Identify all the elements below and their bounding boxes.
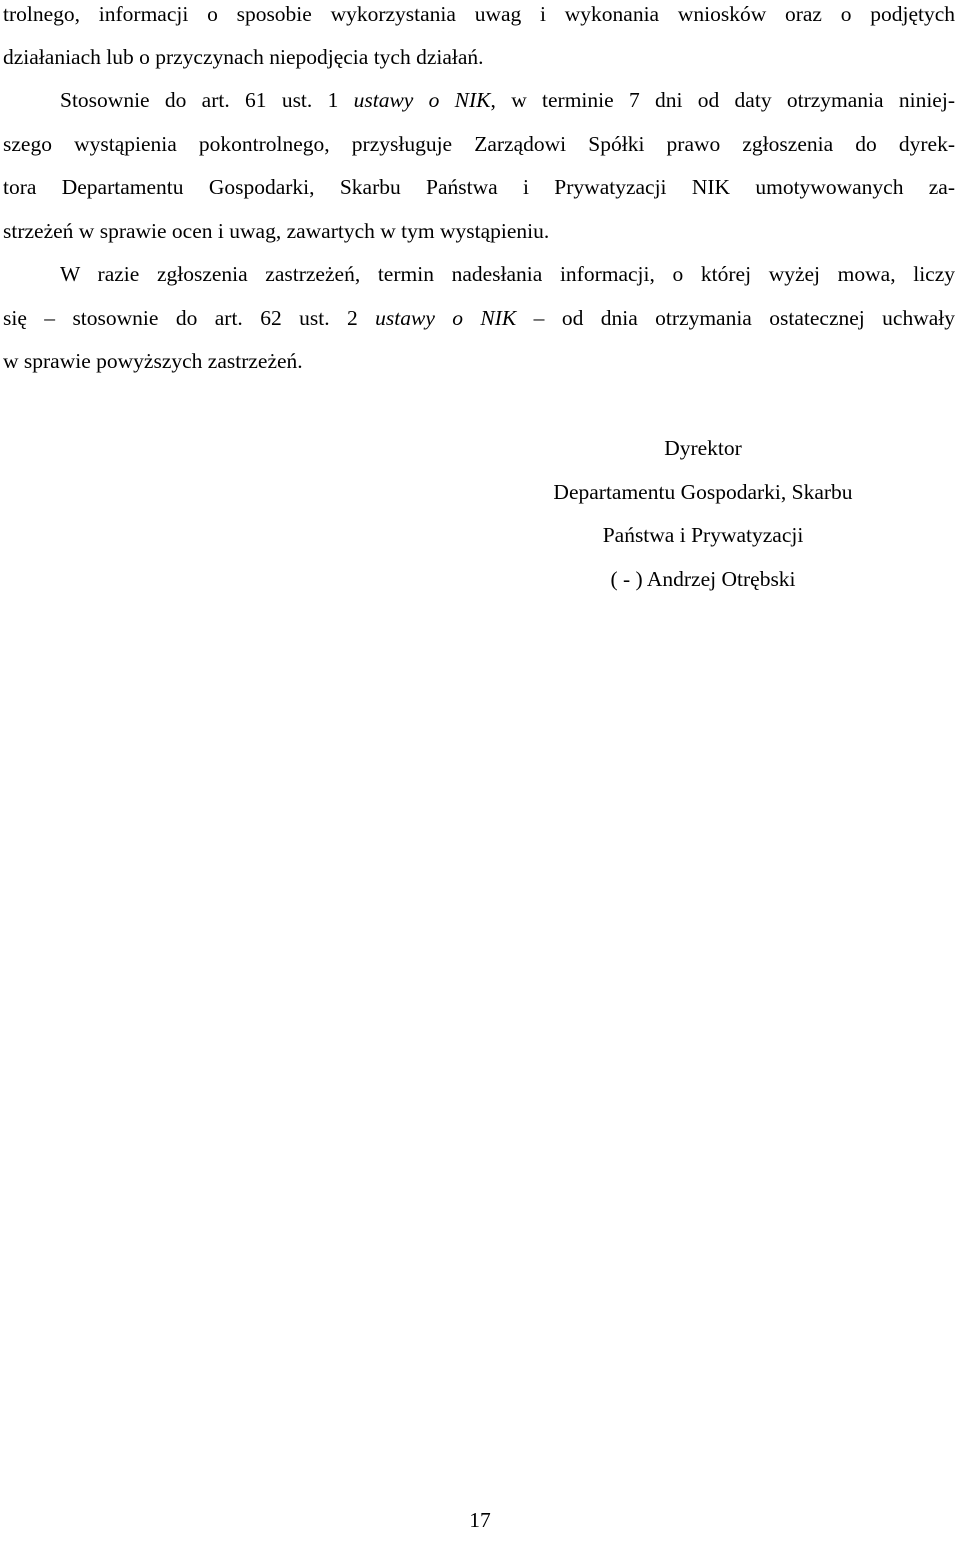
paragraph1-line1: trolnego, informacji o sposobie wykorzystania uwag i wykonania wniosków oraz o podjętych — [3, 2, 955, 26]
signature-title: Dyrektor — [664, 436, 742, 460]
paragraph3-line3: w sprawie powyższych zastrzeżeń. — [3, 349, 303, 373]
paragraph3-line2-end: – od dnia otrzymania ostatecznej uchwały — [516, 306, 955, 330]
act-reference: ustawy o NIK — [375, 306, 517, 330]
paragraph2-line1 — [60, 88, 955, 112]
page-number: 17 — [469, 1508, 491, 1532]
signature-department-line2: Państwa i Prywatyzacji — [602, 523, 804, 547]
paragraph2-line3: tora Departamentu Gospodarki, Skarbu Państwa i Prywatyzacji NIK umotywowanych za- — [3, 175, 955, 199]
paragraph2-line1-start: Stosownie do art. 61 ust. 1 — [60, 88, 354, 112]
paragraph3-line1: W razie zgłoszenia zastrzeżeń, termin nadesłania informacji, o której wyżej mowa, liczy — [60, 262, 955, 286]
paragraph2-line1-end: , w terminie 7 dni od daty otrzymania niniej- — [490, 88, 955, 112]
paragraph3-line2 — [3, 306, 955, 330]
signature-department-line1: Departamentu Gospodarki, Skarbu — [553, 480, 853, 504]
paragraph1-line2: działaniach lub o przyczynach niepodjęcia tych działań. — [3, 45, 484, 69]
act-reference: ustawy o NIK — [353, 88, 491, 112]
paragraph2-line2: szego wystąpienia pokontrolnego, przysługuje Zarządowi Spółki prawo zgłoszenia do dyrek- — [3, 132, 955, 156]
signature-name: ( - ) Andrzej Otrębski — [610, 567, 796, 591]
paragraph3-line2-start: się – stosownie do art. 62 ust. 2 — [3, 306, 376, 330]
paragraph2-line4: strzeżeń w sprawie ocen i uwag, zawartych w tym wystąpieniu. — [3, 219, 550, 243]
